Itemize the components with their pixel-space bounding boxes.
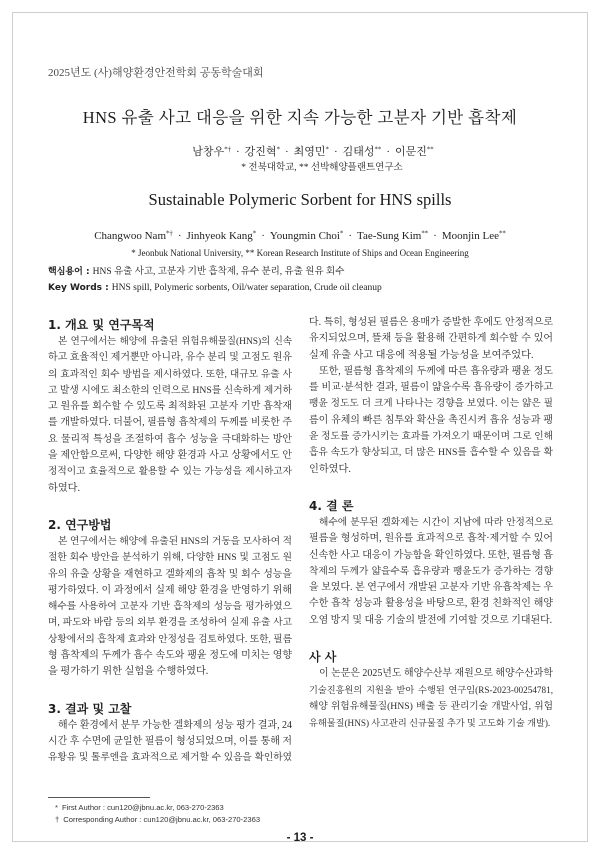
author-affiliation-mark: *† [166, 230, 173, 238]
footnote-text: First Author : cun120@jbnu.ac.kr, 063-270-2363 [61, 803, 224, 812]
conference-header: 2025년도 (사)해양환경안전학회 공동학술대회 [48, 67, 264, 79]
text-line: 윤 정도를 증가시키는 효과를 가져오기 때문이며 그로 인해 [309, 431, 553, 443]
title-english: Sustainable Polymeric Sorbent for HNS spills [148, 190, 452, 209]
text-line: 상황에서의 흡착제 효과와 안정성을 검토하였다. 또한, 필름 [48, 633, 292, 645]
text-line: 절한 회수 방안을 분석하기 위해, 다양한 HNS 및 고점도 원 [48, 552, 292, 564]
text-line: 고 발생 시에도 최소한의 인력으로 HNS를 신속하게 제거하 [48, 384, 292, 396]
text-line: 를 개발하였다. 더불어, 필름형 흡착제의 두께를 비롯한 주 [48, 417, 292, 429]
author-affiliation-mark: * [276, 146, 280, 154]
text-line: 해수를 사용하여 고분자 기반 흡착제의 성능을 평가하였으 [48, 601, 292, 613]
author-separator: · [333, 146, 338, 158]
footnote-rule [48, 797, 150, 798]
author-name: 남창우 [192, 146, 225, 158]
conclusion-paragraph [309, 515, 553, 629]
text-line: 유의 유출 상황을 재현하고 겔화제의 흡착 및 회수 성능을 [48, 568, 292, 580]
text-line: 하고 효율적인 제거뿐만 아니라, 유수 분리 및 고점도 원유 [48, 352, 292, 364]
footnote-first-author [55, 802, 355, 814]
overview-paragraph [48, 334, 292, 497]
author-name: 김태성 [342, 146, 375, 158]
text-line: 본 연구에서는 해양에 유출된 위험유해물질(HNS)의 신속 [58, 337, 292, 347]
author-affiliation-mark: ** [374, 146, 382, 154]
footnote-mark: * [55, 803, 58, 812]
page-number: - 13 - [286, 832, 314, 844]
text-line: 을 평가하기 위한 실험을 수행하였다. [48, 666, 209, 678]
text-line: 요 물리적 특성을 조절하여 흡수 성능을 극대화하는 방안 [48, 433, 292, 445]
results-paragraph-continued [309, 315, 553, 364]
author-affiliation-mark: ** [421, 230, 429, 238]
author-separator: · [261, 230, 265, 242]
author-name: 최영민 [293, 146, 326, 158]
section-heading-methods: 2. 연구방법 [48, 517, 112, 532]
text-line: 형 흡착제의 두께가 흡수 속도와 팽윤 정도에 미치는 영향 [48, 650, 292, 662]
author-name: Tae-Sung Kim [357, 230, 422, 242]
author-separator: · [284, 146, 289, 158]
author-separator: · [177, 230, 182, 242]
text-line: 이 논문은 2025년도 해양수산부 재원으로 해양수산과학 [319, 668, 553, 680]
author-affiliation-mark: * [325, 146, 329, 154]
text-line: 실제 유출 사고 대응에 적용될 가능성을 보여주었다. [309, 349, 534, 361]
text-line: 착제의 두께가 얇을수록 흡유량과 팽윤도가 증가하는 경향 [309, 565, 553, 577]
author-name: 이문진 [394, 146, 427, 158]
author-name: Moonjin Lee [441, 230, 499, 242]
section-heading-conclusion: 4. 결 론 [309, 498, 354, 513]
text-line: 평가하였다. 이 과정에서 실제 해양 환경을 반영하기 위해 [48, 584, 292, 596]
left-column [48, 317, 292, 767]
author-separator: · [236, 146, 240, 158]
text-line: 고 원유를 회수할 수 있도록 최적화된 고분자 기반 흡착재 [48, 401, 292, 413]
footnote-text: Corresponding Author : cun120@jbnu.ac.kr, 063-270-2363 [63, 815, 261, 824]
keywords-text: HNS 유출 사고, 고분자 기반 흡착제, 유수 분리, 유출 원유 회수 [92, 267, 345, 277]
keywords-text: HNS spill, Polymeric sorbents, Oil/water separation, Crude oil cleanup [111, 283, 382, 293]
text-line: 하였다. [48, 482, 81, 494]
text-line: 를 비교·분석한 결과, 필름이 얇을수록 흡유량이 증가하고 [309, 382, 553, 394]
author-name: 강진혁 [244, 146, 277, 158]
section-heading-acknowledgment: 사 사 [309, 650, 337, 665]
results-paragraph-start [48, 718, 292, 767]
text-line: 름이 유체의 빠른 침투와 확산을 촉진시켜 흡유 성능과 팽 [309, 414, 553, 426]
authors-english [0, 228, 600, 244]
text-line: 유해물질(HNS) 사고관리 신규물질 추가 및 고도화 기술 개발). [309, 717, 551, 728]
text-line: 또한, 필름형 흡착제의 두께에 따른 흡유량과 팽윤 정도 [319, 365, 553, 377]
text-line: 의 효과적인 회수 방법을 제시하였다. 또한, 대규모 유출 사 [48, 368, 292, 380]
text-line: 시간 후 수면에 균일한 필름이 형성되었으며, 이를 통해 저 [48, 735, 292, 747]
text-line: 오염 방지 및 대응 기술의 발전에 기여할 것으로 기대된다. [309, 614, 553, 626]
section-heading-overview: 1. 개요 및 연구목적 [48, 318, 155, 332]
text-line: 팽윤 정도도 더 크게 나타나는 경향을 보였다. 이는 얇은 필 [309, 398, 553, 410]
affiliation-english: * Jeonbuk National University, ** Korean Research Institute of Ships and Ocean Engineering [131, 248, 469, 258]
text-line: 정적이고 효율적으로 활용할 수 있는 가능성을 제시하고자 [48, 466, 292, 478]
footnote-mark: † [55, 815, 60, 824]
text-line: 해수 환경에서 분무 가능한 겔화제의 성능 평가 결과, 24 [58, 719, 292, 731]
author-separator: · [348, 230, 353, 242]
text-line: 필름을 형성하며, 원유를 효과적으로 흡착·제거할 수 있어 [309, 533, 553, 545]
author-name: Youngmin Choi [269, 230, 340, 242]
author-name: Changwoo Nam [94, 230, 166, 242]
text-line: 며, 파도와 바람 등의 외부 환경을 조성하여 실제 유출 사고 [48, 617, 292, 629]
title-korean: HNS 유출 사고 대응을 위한 지속 가능한 고분자 기반 흡착제 [82, 108, 518, 127]
keywords-korean [48, 265, 552, 279]
keywords-english [48, 281, 552, 295]
author-affiliation-mark: *† [224, 146, 231, 154]
author-separator: · [386, 146, 390, 158]
affiliation-korean: * 전북대학교, ** 선박해양플랜트연구소 [241, 163, 403, 173]
text-line: 다. 특히, 형성된 필름은 용매가 증발한 후에도 안정적으로 [309, 317, 553, 328]
text-line: 유황유 및 톨루엔을 효과적으로 제거할 수 있음을 확인하였 [48, 752, 292, 764]
keywords-label: Key Words : [48, 283, 109, 293]
authors-korean [0, 144, 600, 160]
acknowledgment-paragraph [309, 666, 553, 731]
text-line: 기술진흥원의 지원을 받아 수행된 연구임(RS-2023-00254781, [309, 685, 553, 696]
text-line: 유지되었으며, 뜰채 등을 활용해 간편하게 회수할 수 있어 [309, 333, 553, 345]
methods-paragraph [48, 534, 292, 681]
text-line: 수한 흡착 성능과 활용성을 바탕으로, 환경 친화적인 해양 [309, 598, 553, 610]
text-line: 을 제안함으로써, 다양한 해양 환경과 사고 상황에서도 안 [48, 450, 292, 462]
text-line: 을 보였다. 본 연구에서 개발된 고분자 기반 유흡착제는 우 [309, 582, 553, 594]
author-affiliation-mark: * [339, 230, 344, 238]
keywords-label: 핵심용어 : [48, 267, 90, 277]
author-affiliation-mark: ** [426, 146, 434, 154]
text-line: 해수에 분무된 겔화제는 시간이 지남에 따라 안정적으로 [319, 516, 553, 528]
results-paragraph-thickness [309, 364, 553, 478]
author-affiliation-mark: * [252, 230, 257, 238]
text-line: 신속한 사고 대응이 가능함을 확인하였다. 또한, 필름형 흡 [309, 549, 553, 561]
section-heading-results: 3. 결과 및 고찰 [48, 701, 132, 716]
right-column [309, 315, 553, 731]
text-line: 인하였다. [309, 463, 351, 475]
text-line: 본 연구에서는 해양에 유출된 HNS의 거동을 모사하여 적 [58, 535, 292, 547]
author-separator: · [433, 230, 437, 242]
footnote-corresponding-author [55, 814, 355, 826]
text-line: 해양 위험유해물질(HNS) 배출 등 관리기술 개발사업, 위험 [309, 700, 553, 712]
author-affiliation-mark: ** [498, 230, 506, 238]
author-name: Jinhyeok Kang [186, 230, 253, 242]
text-line: 흡유 속도가 향상되고, 더 많은 HNS를 흡수할 수 있음을 확 [309, 447, 553, 459]
